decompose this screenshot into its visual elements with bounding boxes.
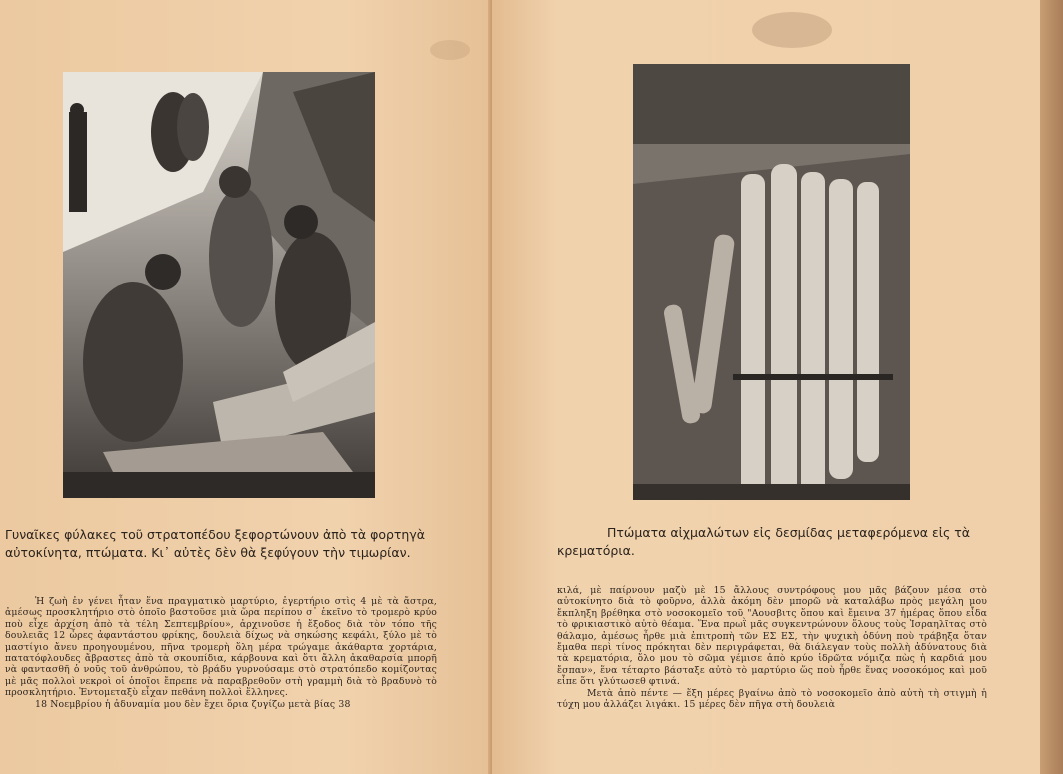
right-caption (557, 524, 1027, 560)
left-caption-line-1: Γυναῖκες φύλακες τοῦ στρατοπέδου ξεφορτώνουν ἀπὸ τὰ φορτηγὰ (5, 527, 425, 542)
page-edge (1040, 0, 1063, 774)
right-caption-line-2: κρεματόρια. (557, 543, 635, 558)
left-caption (5, 526, 475, 562)
left-paragraph-last: 18 Νοεμβρίου ἡ ἀδυναμία μου δὲν ἔχει ὅρια ζυγίζω μετὰ βίας 38 (35, 698, 351, 710)
left-body-text (5, 596, 437, 710)
paper-stain (752, 12, 832, 48)
right-body-text (557, 585, 987, 710)
paper-stain (430, 40, 470, 60)
left-paragraph: Ἡ ζωὴ ἐν γένει ἦταν ἕνα πραγματικὸ μαρτύριο, ἐγερτήριο στὶς 4 μὲ τὰ ἄστρα, ἀμέσως προσκλητήριο στὸ ὁποῖο βαστοῦσε μιὰ ὥρα περίπου σ᾽ ἐκεῖνο τὸ τρομερὸ κρύο ποὺ εἶχε ἀρχίση ἀπὸ τὰ τέλη Σεπτεμβρίου», ἀρχινοῦσε ἡ ἔξοδος διὰ τὸν τόπο τῆς δουλειᾶς 12 ὧρες ἀφαντάστου φρίκης, δουλειὰ δίχως νὰ σηκώσης κεφάλι, ξύλο μὲ τὸ μαστίγιο ἄνευ προηγουμένου, πῆνα τρομερὴ ὅλη μέρα τρώγαμε ἀκάθαρτα χορτάρια, πατατόφλουδες ἄβραστες ἀπὸ τὰ σκουπίδια, κάρβουνα καὶ ὅτι ἄλλη ἀκαθαρσία μπορῆ νὰ φαντασθῆ ὁ νοῦς τοῦ ἀνθρώπου, τὸ βράδυ γυρνούσαμε στὸ στρατόπεδο κομίζοντας μὲ μᾶς πολλοὶ νεκροὶ οἱ ὁποῖοι ἔπρεπε νὰ παραβρεθοῦν στὴ γραμμὴ διὰ τὸ βραδυνὸ τὸ προσκλητήριο. Ἐντομεταξὺ εἶχαν πεθάνη πολλοὶ ἕλληνες. (5, 596, 437, 699)
photo-left (63, 72, 375, 498)
photo-women-guards-image (63, 72, 375, 498)
left-caption-line-2: αὐτοκίνητα, πτώματα. Κι᾽ αὐτὲς δὲν θὰ ξεφύγουν τὴν τιμωρίαν. (5, 545, 411, 560)
photo-right (633, 64, 910, 500)
right-paragraph-last: Μετὰ ἀπὸ πέντε — ἕξη μέρες βγαίνω ἀπὸ τὸ νοσοκομεῖο ἀπὸ αὐτὴ τὴ στιγμὴ ἡ τύχη μου ἀλλάζει λιγάκι. 15 μέρες δὲν πῆγα στὴ δουλειὰ (557, 687, 987, 711)
right-caption-line-1: Πτώματα αἰχμαλώτων εἰς δεσμίδας μεταφερόμενα εἰς τὰ (607, 525, 971, 540)
photo-bodies-image (633, 64, 910, 500)
right-paragraph: κιλά, μὲ παίρνουν μαζὺ μὲ 15 ἄλλους συντρόφους μου μᾶς βάζουν μέσα στὸ αὐτοκίνητο διὰ τὸ φοῦρνο, ἀλλὰ ἀκόμη δὲν μπορῶ νὰ καταλάβω πρὸς μεγάλη μου ἔκπληξη βρέθηκα στὸ νοσοκομεῖο τοῦ "Αουσβιτς ὅπου καὶ ἔμεινα 37 ἡμέρας ὅπου εἶδα τὸ φρικιαστικὸ αὐτὸ θέαμα. Ἕνα πρωῒ μᾶς συγκεντρώνουν ὅλους τοὺς Ἰσραηλῖτας στὸ θάλαμο, ἀμέσως ἦρθε μιὰ ἐπιτροπὴ τῶν ΕΣ ΕΣ, τὴν ψυχικὴ ὀδύνη ποὺ τράβηξα ὅταν ἔμαθα περὶ τίνος πρόκηται δὲν περιγράφεται, θὰ διάλεγαν τοὺς πολλὴ ἀδύνατους διὰ τὰ κρεματόρια, ὅλο μου τὸ σῶμα γέμισε ἀπὸ κρύο ἱδρῶτα νόμιζα πὼς ἡ καρδιά μου ἔσπαν», ἕνα τέταρτο βάσταξε αὐτὸ τὸ μαρτύριο ὥς ποὺ ἦρθε ἕνας νοσοκόμος καὶ μοῦ εἶπε ὅτι γλύτωσεθ φτινά. (557, 585, 987, 688)
